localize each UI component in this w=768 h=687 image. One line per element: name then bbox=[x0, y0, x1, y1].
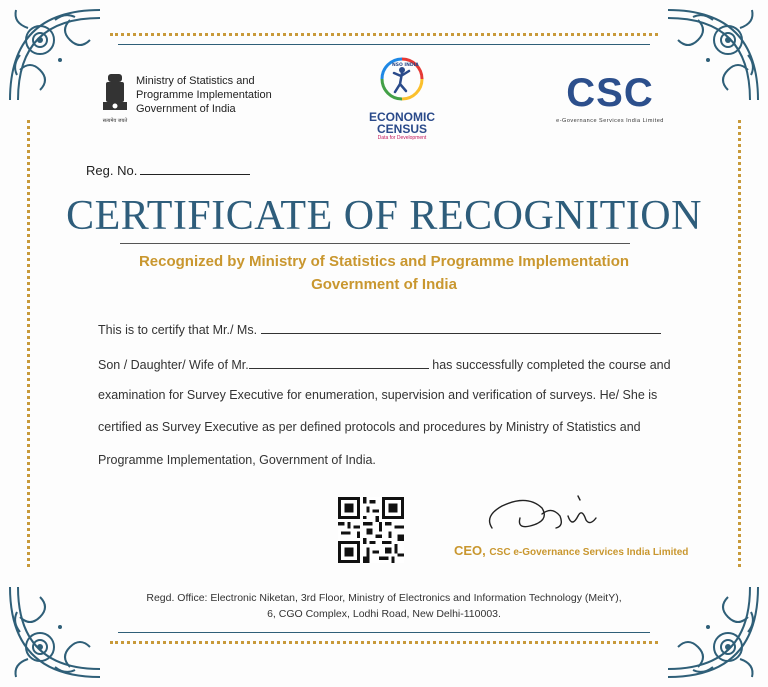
title-divider bbox=[120, 243, 630, 244]
certify-text: This is to certify that Mr./ Ms. bbox=[98, 323, 258, 337]
ceo-designation bbox=[454, 543, 688, 558]
ceo-signature bbox=[482, 486, 612, 536]
ceo-title: CEO, bbox=[454, 543, 486, 558]
bottom-line-border bbox=[118, 632, 650, 633]
ceo-organization: CSC e-Governance Services India Limited bbox=[489, 547, 689, 558]
office-address-line1: Regd. Office: Electronic Niketan, 3rd Floor, Ministry of Electronics and Information Technology (MeitY), bbox=[146, 592, 622, 604]
census-tagline: Data for Development bbox=[377, 135, 427, 141]
census-badge: NSO INDIA bbox=[392, 63, 419, 68]
body-line-4: certified as Survey Executive as per defined protocols and procedures by Ministry of Statistics and bbox=[98, 420, 641, 434]
name-blank bbox=[261, 321, 661, 334]
csc-letters-text: CSC bbox=[566, 71, 654, 115]
body-line-3: examination for Survey Executive for enumeration, supervision and verification of surveys. He/ She is bbox=[98, 388, 658, 402]
ministry-name bbox=[136, 74, 272, 116]
csc-logo bbox=[545, 72, 675, 124]
parent-name-blank bbox=[249, 356, 429, 369]
top-line-border bbox=[118, 44, 650, 45]
top-dotted-border bbox=[110, 33, 658, 36]
right-dotted-border bbox=[738, 120, 741, 567]
qr-code bbox=[338, 497, 404, 563]
completion-text: has successfully completed the course and bbox=[432, 358, 671, 372]
census-title-line1: ECONOMIC bbox=[369, 110, 435, 124]
body-line-5: Programme Implementation, Government of India. bbox=[98, 453, 376, 467]
corner-ornament-top-left bbox=[0, 0, 110, 110]
office-address-line2: 6, CGO Complex, Lodhi Road, New Delhi-110003. bbox=[267, 608, 501, 620]
national-emblem-icon bbox=[100, 70, 130, 128]
recognition-subtitle-line2: Government of India bbox=[311, 276, 457, 293]
ministry-line: Ministry of Statistics and bbox=[136, 75, 255, 87]
reg-no-blank bbox=[140, 163, 250, 175]
bottom-dotted-border bbox=[110, 641, 658, 644]
emblem-caption: सत्यमेव जयते bbox=[102, 118, 128, 124]
census-title-line2: CENSUS bbox=[376, 122, 427, 136]
body-line-2 bbox=[98, 356, 671, 372]
economic-census-logo bbox=[362, 56, 442, 141]
reg-no-label: Reg. No. bbox=[86, 163, 138, 178]
csc-subtitle: e-Governance Services India Limited bbox=[556, 118, 664, 124]
body-line-1 bbox=[98, 321, 661, 337]
economic-census-emblem-icon bbox=[379, 56, 425, 106]
csc-logo-letters bbox=[545, 72, 675, 114]
left-dotted-border bbox=[27, 120, 30, 567]
relation-text: Son / Daughter/ Wife of Mr. bbox=[98, 358, 249, 372]
ministry-line: Government of India bbox=[136, 103, 236, 115]
certificate-title: CERTIFICATE OF RECOGNITION bbox=[66, 193, 702, 239]
ministry-line: Programme Implementation bbox=[136, 89, 272, 101]
registration-number bbox=[86, 163, 250, 178]
ministry-header bbox=[100, 70, 272, 128]
recognition-subtitle-line1: Recognized by Ministry of Statistics and Programme Implementation bbox=[138, 253, 630, 270]
